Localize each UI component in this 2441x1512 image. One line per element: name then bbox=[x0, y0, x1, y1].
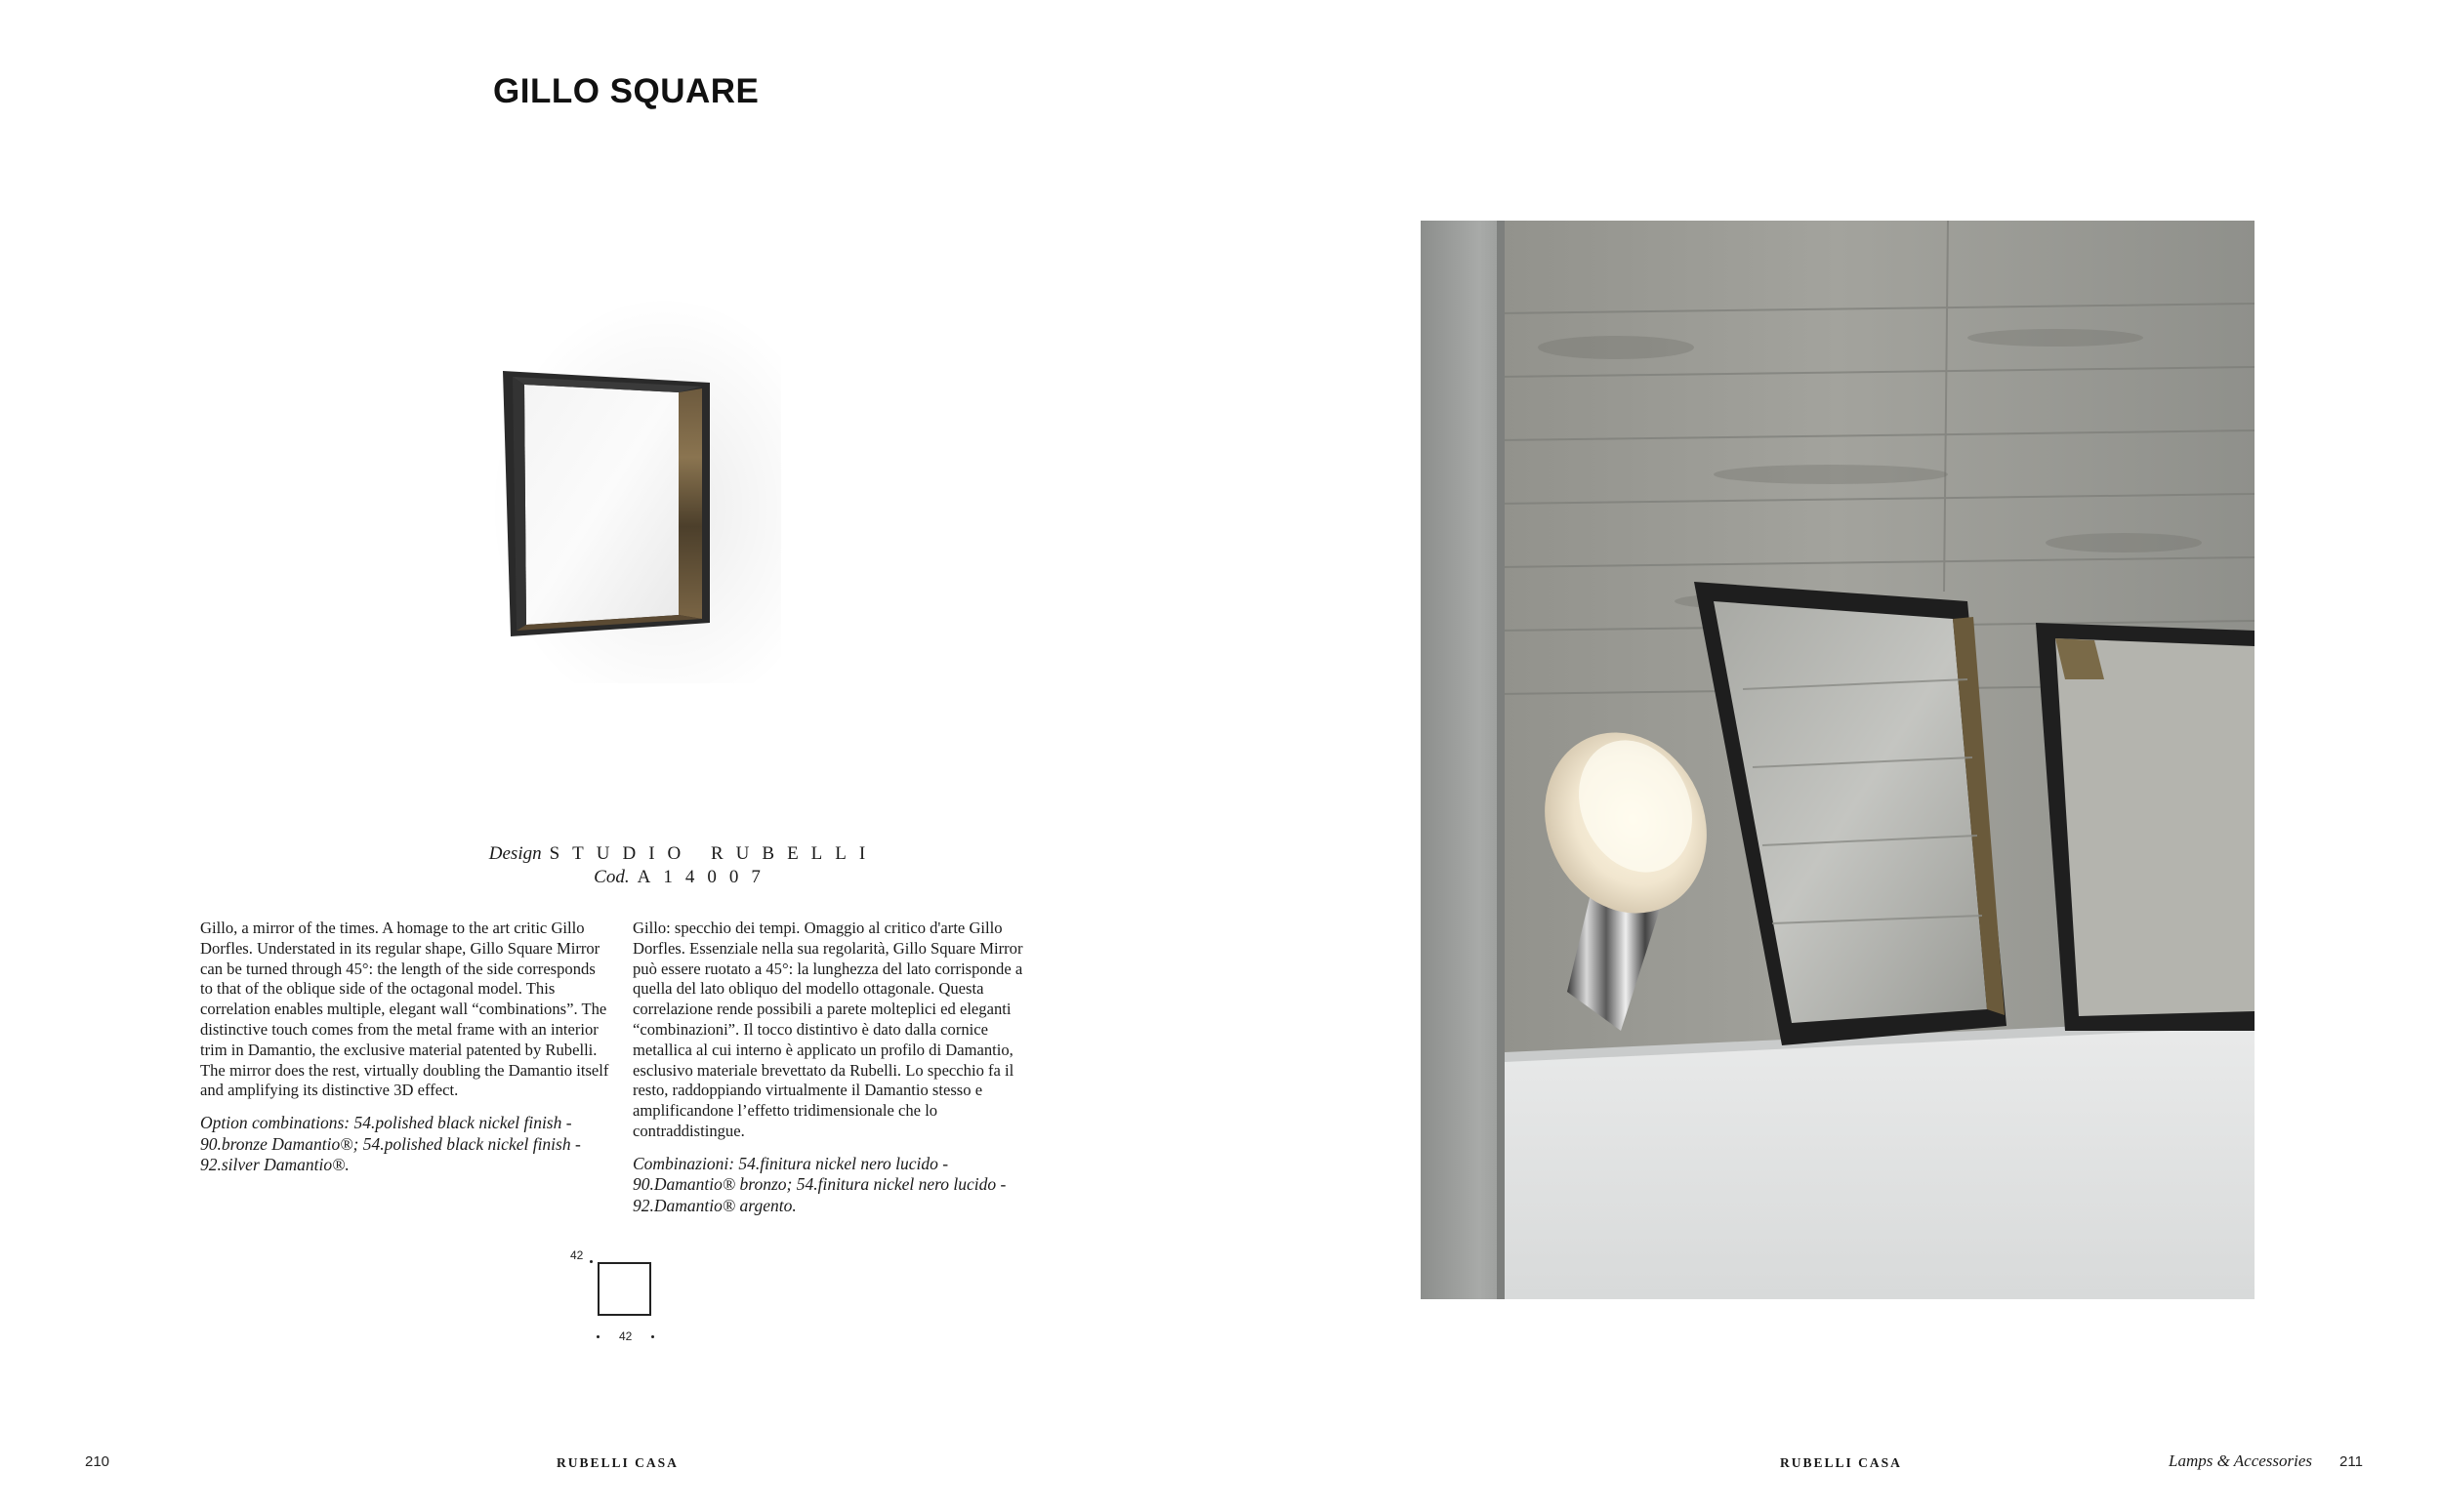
italian-column bbox=[633, 919, 1043, 1216]
page-number-left: 210 bbox=[85, 1453, 110, 1470]
product-code bbox=[293, 867, 1074, 888]
dimension-height: 42 bbox=[570, 1248, 584, 1262]
english-column bbox=[200, 919, 610, 1176]
options-italian: Combinazioni: 54.finitura nickel nero lucido - 90.Damantio® bronzo; 54.finitura nickel nero lucido - 92.Damantio® argento. bbox=[633, 1153, 1007, 1215]
dimension-tick bbox=[590, 1260, 593, 1263]
section-name: Lamps & Accessories bbox=[2169, 1451, 2313, 1470]
code-value: A14007 bbox=[637, 867, 773, 887]
options-english: Option combinations: 54.polished black nickel finish - 90.bronze Damantio®; 54.polished black nickel finish - 92.silver Damantio®. bbox=[200, 1113, 581, 1175]
product-mirror-image bbox=[503, 371, 710, 636]
lifestyle-photo bbox=[1421, 221, 2255, 1299]
page-number-right: 211 bbox=[2339, 1453, 2363, 1470]
description-english: Gillo, a mirror of the times. A homage to the art critic Gillo Dorfles. Understated in its regular shape, Gillo Square Mirror can be turned through 45°: the length of the side corresponds to that of the oblique side of the octagonal model. This correlation enables multiple, elegant wall “combinations”. The distinctive touch comes from the metal frame with an interior trim in Damantio, the exclusive material patented by Rubelli. The mirror does the rest, virtually doubling the Damantio itself and amplifying its distinctive 3D effect. bbox=[200, 919, 609, 1100]
dimension-tick bbox=[651, 1335, 654, 1338]
design-label: Design bbox=[488, 843, 542, 864]
code-label: Cod. bbox=[594, 867, 630, 887]
brand-right: RUBELLI CASA bbox=[1780, 1455, 1902, 1470]
description-italian: Gillo: specchio dei tempi. Omaggio al critico d'arte Gillo Dorfles. Essenziale nella sua regolarità, Gillo Square Mirror può essere ruotato a 45°: la lunghezza del lato corrisponde a quella del lato obliquo del modello ottagonale. Questa correlazione rende possibili a parete molteplici ed eleganti “combinazioni”. Il tocco distintivo è dato dalla cornice metallica al cui interno è applicato un profilo di Damantio, esclusivo materiale brevettato da Rubelli. Lo specchio fa il resto, raddoppiando virtualmente il Damantio stesso e amplificandone l’effetto tridimensionale che lo contraddistingue. bbox=[633, 919, 1023, 1140]
dimension-square-diagram bbox=[598, 1262, 651, 1316]
brand-left: RUBELLI CASA bbox=[557, 1455, 679, 1470]
page-title: GILLO SQUARE bbox=[493, 72, 760, 110]
dimension-width: 42 bbox=[619, 1329, 633, 1343]
designer-name: STUDIO RUBELLI bbox=[549, 843, 879, 864]
dimension-tick bbox=[597, 1335, 600, 1338]
design-credit bbox=[293, 843, 1074, 865]
